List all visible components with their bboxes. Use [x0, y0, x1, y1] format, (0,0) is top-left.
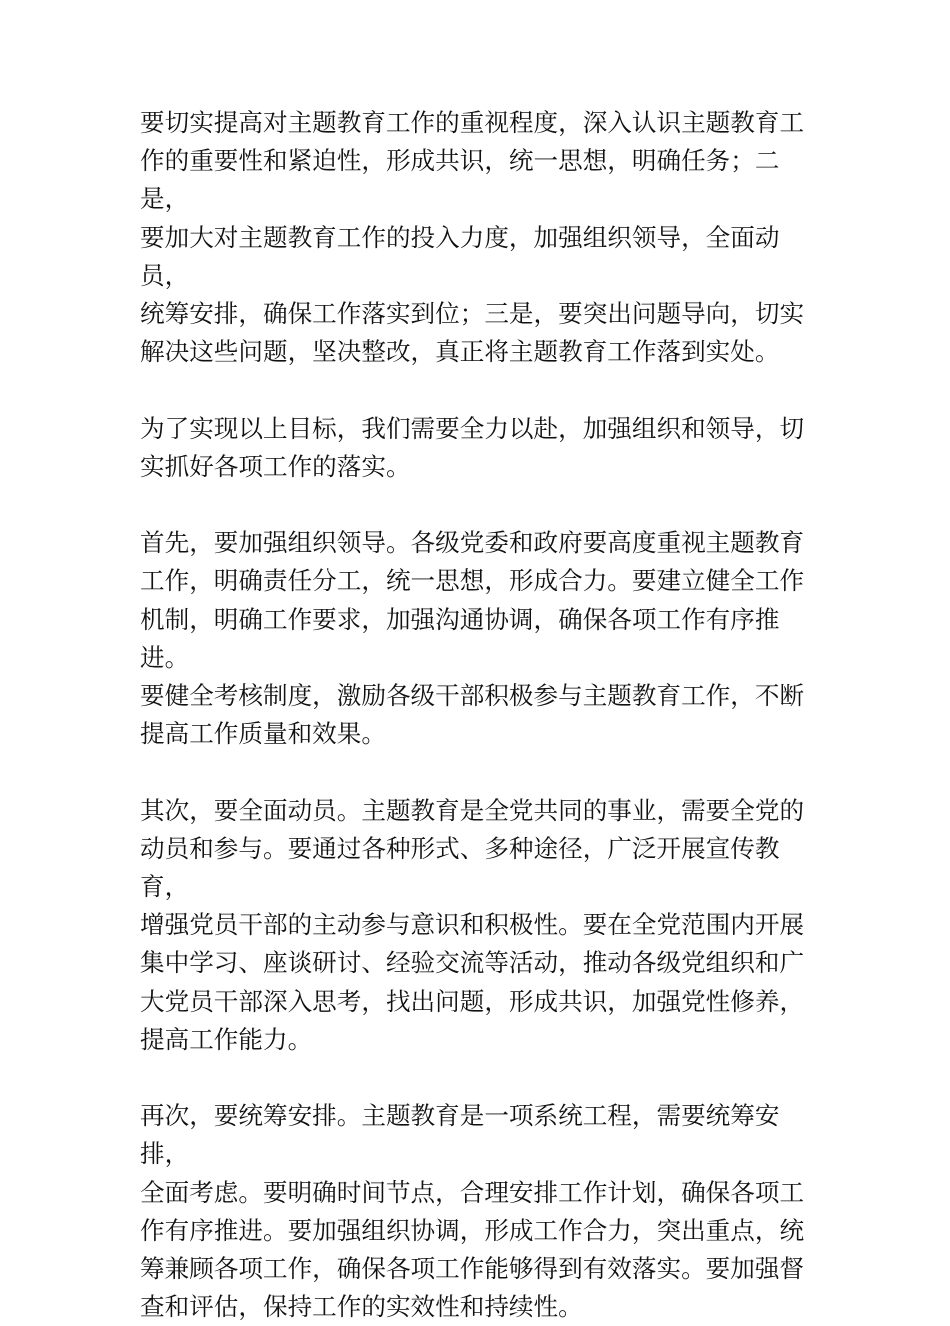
paragraph-3: 首先，要加强组织领导。各级党委和政府要高度重视主题教育 工作，明确责任分工，统一思想，形成合力。要建立健全工作 机制，明确工作要求，加强沟通协调，确保各项工作有序推进。 要健全考核制度，激励各级干部积极参与主题教育工作，不断 提高工作质量和效果。 — [140, 528, 805, 749]
document-body — [140, 104, 820, 1326]
paragraph-4: 其次，要全面动员。主题教育是全党共同的事业，需要全党的 动员和参与。要通过各种形式、多种途径，广泛开展宣传教育， 增强党员干部的主动参与意识和积极性。要在全党范围内开展 集中学习、座谈研讨、经验交流等活动，推动各级党组织和广 大党员干部深入思考，找出问题，形成共识，加强党性修养， 提高工作能力。 — [140, 795, 805, 1054]
paragraph-1: 要切实提高对主题教育工作的重视程度，深入认识主题教育工 作的重要性和紧迫性，形成共识，统一思想，明确任务；二是， 要加大对主题教育工作的投入力度，加强组织领导，全面动员， 统筹安排，确保工作落实到位；三是，要突出问题导向，切实 解决这些问题，坚决整改，真正将主题教育工作落到实处。 — [140, 108, 805, 367]
paragraph-5: 再次，要统筹安排。主题教育是一项系统工程，需要统筹安排， 全面考虑。要明确时间节点，合理安排工作计划，确保各项工 作有序推进。要加强组织协调，形成工作合力，突出重点，统 筹兼顾各项工作，确保各项工作能够得到有效落实。要加强督 查和评估，保持工作的实效性和持续性。 — [140, 1101, 805, 1322]
paragraph-2: 为了实现以上目标，我们需要全力以赴，加强组织和领导，切 实抓好各项工作的落实。 — [140, 413, 805, 481]
